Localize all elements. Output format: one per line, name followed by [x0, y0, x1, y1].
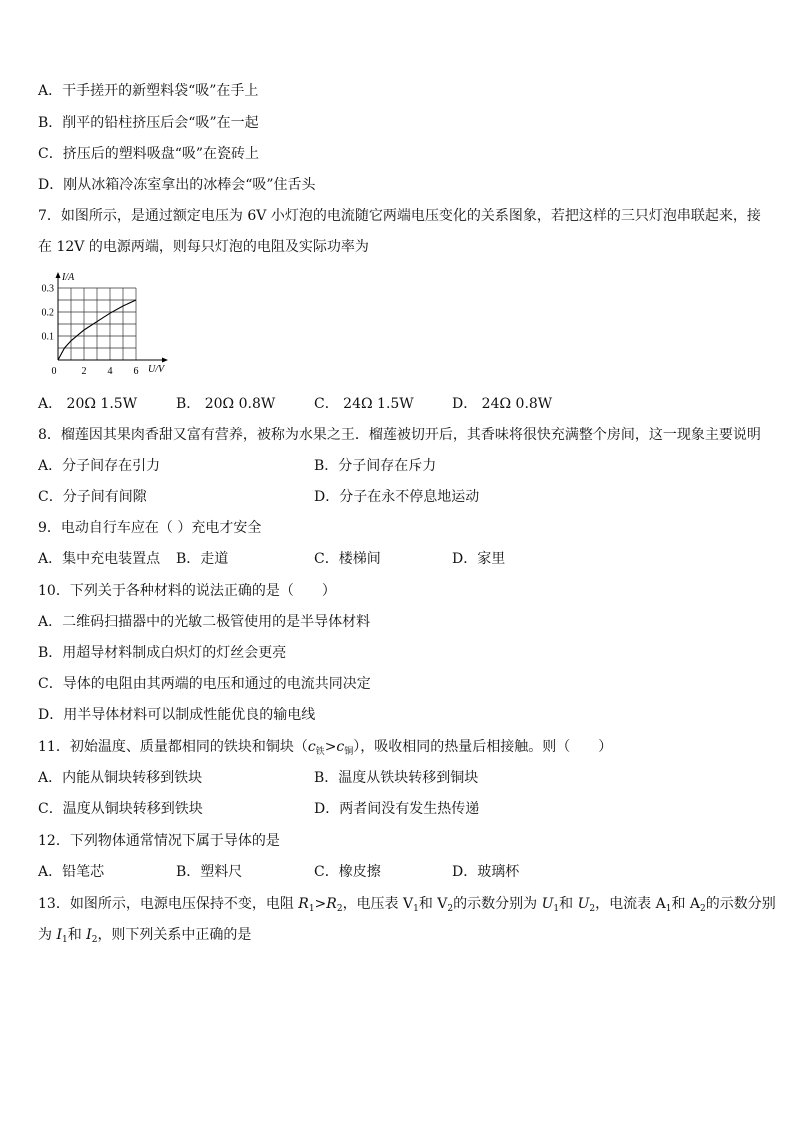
q10-option-b: B．用超导材料制成白炽灯的灯丝会更亮 — [38, 645, 287, 661]
q7-option-a: A． 20Ω 1.5W — [38, 396, 138, 412]
y-tick-label: 0.2 — [41, 307, 54, 319]
q6-option-b: B．削平的铅柱挤压后会“吸”在一起 — [38, 115, 259, 131]
y-tick-label: 0.3 — [41, 283, 54, 295]
q13-r-symbol: R — [298, 896, 309, 912]
x-tick-label: 6 — [133, 366, 139, 377]
q10-option-a: A．二维码扫描器中的光敏二极管使用的是半导体材料 — [38, 614, 371, 630]
q11-gt: > — [324, 739, 337, 755]
x-tick-label: 4 — [107, 366, 113, 377]
q13-sub: 1 — [553, 904, 560, 914]
q7-stem-line1: 7．如图所示，是通过额定电压为 6V 小灯泡的电流随它两端电压变化的关系图象，若把这样的三只灯泡串联起来，接 — [38, 208, 761, 224]
q8-option-b: B．分子间存在斥力 — [314, 458, 437, 474]
q13-text-and: 和 V — [418, 896, 448, 912]
q13-sub: 2 — [336, 904, 343, 914]
q11-stem-end: ），吸收相同的热量后相接触。则（ ） — [353, 739, 613, 755]
q11-option-a: A．内能从铜块转移到铁块 — [38, 770, 203, 786]
q13-sub: 2 — [700, 904, 706, 914]
y-tick-label: 0.1 — [41, 331, 54, 343]
q8-stem: 8．榴莲因其果肉香甜又富有营养，被称为水果之王．榴莲被切开后，其香味将很快充满整个房间，这一现象主要说明 — [38, 427, 761, 443]
q9-option-d: D．家里 — [452, 551, 506, 567]
q13-sub: 2 — [91, 935, 98, 945]
q13-text-2: ，电压表 V — [342, 896, 414, 912]
q13-i-symbol: I — [56, 927, 62, 943]
q11-option-c: C．温度从铜块转移到铁块 — [38, 801, 203, 817]
q11-c-symbol-2: c — [336, 739, 345, 755]
q13-text-and3: 和 A — [671, 896, 701, 912]
x-tick-label: 2 — [81, 366, 87, 377]
q13-sub: 2 — [589, 904, 596, 914]
q13-u-symbol-2: U — [577, 896, 590, 912]
q13-sub: 1 — [308, 904, 315, 914]
y-axis-label: I/A — [62, 272, 75, 283]
q9-option-b: B．走道 — [176, 551, 229, 567]
q13-text-7: ，则下列关系中正确的是 — [97, 927, 252, 943]
q13-gt: > — [314, 896, 327, 912]
x-axis-label: U/V — [148, 364, 165, 375]
q7-option-d: D． 24Ω 0.8W — [452, 396, 553, 412]
q11-c-symbol: c — [307, 739, 316, 755]
q10-stem: 10．下列关于各种材料的说法正确的是（ ） — [38, 583, 336, 599]
q13-text-3: 的示数分别为 — [453, 896, 542, 912]
q11-option-d: D．两者间没有发生热传递 — [314, 801, 480, 817]
iu-graph — [34, 272, 184, 382]
q11-sub-fe: 铁 — [315, 747, 325, 757]
q13-text-1: 13．如图所示，电源电压保持不变，电阻 — [38, 896, 299, 912]
q13-u-symbol: U — [541, 896, 554, 912]
q8-option-d: D．分子在永不停息地运动 — [314, 489, 480, 505]
q11-stem — [38, 738, 612, 761]
q13-i-symbol-2: I — [86, 927, 92, 943]
q13-stem-line2 — [38, 926, 251, 949]
q11-option-b: B．温度从铁块转移到铜块 — [314, 770, 479, 786]
q11-sub-cu: 铜 — [344, 747, 354, 757]
q13-text-and2: 和 — [559, 896, 578, 912]
q12-option-b: B．塑料尺 — [176, 864, 243, 880]
q13-sub: 1 — [61, 935, 68, 945]
q6-option-d: D．刚从冰箱冷冻室拿出的冰棒会“吸”住舌头 — [38, 177, 316, 193]
q13-sub: 1 — [665, 904, 672, 914]
q13-sub: 2 — [447, 904, 454, 914]
q13-r-symbol-2: R — [326, 896, 337, 912]
q10-option-d: D．用半导体材料可以制成性能优良的输电线 — [38, 707, 316, 723]
origin-label: 0 — [51, 366, 57, 377]
q11-stem-start: 11．初始温度、质量都相同的铁块和铜块（ — [38, 739, 308, 755]
q12-stem: 12．下列物体通常情况下属于导体的是 — [38, 833, 280, 849]
q13-text-4: ，电流表 A — [595, 896, 666, 912]
y-axis-arrow — [56, 272, 61, 278]
q7-option-b: B． 20Ω 0.8W — [176, 396, 276, 412]
q8-option-c: C．分子间有间隙 — [38, 489, 147, 505]
q12-option-d: D．玻璃杯 — [452, 864, 520, 880]
q7-stem-line2: 在 12V 的电源两端，则每只灯泡的电阻及实际功率为 — [38, 239, 369, 255]
q13-text-5: 的示数分别 — [705, 896, 776, 912]
q12-option-c: C．橡皮擦 — [314, 864, 381, 880]
q6-option-a: A．干手搓开的新塑料袋“吸”在手上 — [38, 83, 259, 99]
q13-sub: 1 — [413, 904, 419, 914]
q9-stem: 9．电动自行车应在（ ）充电才安全 — [38, 520, 262, 536]
q13-text-6: 为 — [38, 927, 57, 943]
q6-option-c: C．挤压后的塑料吸盘“吸”在瓷砖上 — [38, 146, 260, 162]
q12-option-a: A．铅笔芯 — [38, 864, 105, 880]
q7-option-c: C． 24Ω 1.5W — [314, 396, 414, 412]
q13-text-and4: 和 — [67, 927, 87, 943]
x-axis-arrow — [162, 358, 168, 363]
q10-option-c: C．导体的电阻由其两端的电压和通过的电流共同决定 — [38, 676, 371, 692]
q9-option-c: C．楼梯间 — [314, 551, 381, 567]
q8-option-a: A．分子间存在引力 — [38, 458, 161, 474]
q9-option-a: A．集中充电装置点 — [38, 551, 161, 567]
q13-stem-line1 — [38, 895, 776, 918]
